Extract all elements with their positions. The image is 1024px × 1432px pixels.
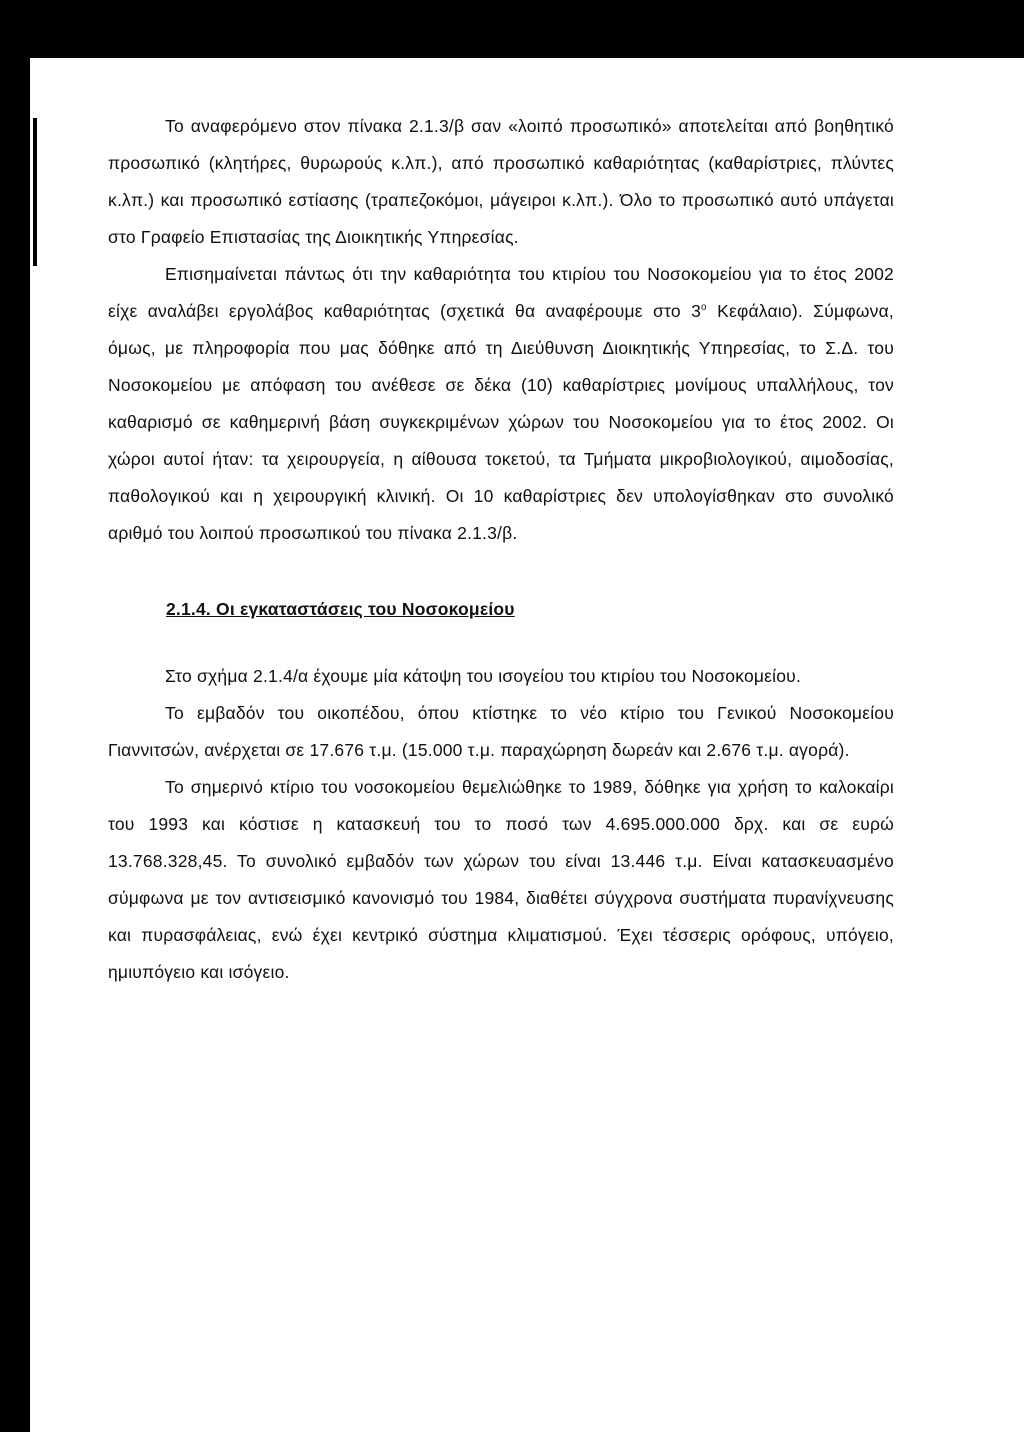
section-heading: 2.1.4. Οι εγκαταστάσεις του Νοσοκομείου <box>166 599 515 619</box>
paragraph-building-info: Το σημερινό κτίριο του νοσοκομείου θεμελιώθηκε το 1989, δόθηκε για χρήση το καλοκαίρι του 1993 και κόστισε η κατασκευή του το ποσό των 4.695.000.000 δρχ. και σε ευρώ 13.768.328,45. Το συνολικό εμβαδόν των χώρων του είναι 13.446 τ.μ. Είναι κατασκευασμένο σύμφωνα με τον αντισεισμικό κανονισμό του 1984, διαθέτει σύγχρονα συστήματα πυρανίχνευσης και πυρασφάλειας, ενώ έχει κεντρικό σύστημα κλιματισμού. Έχει τέσσερις ορόφους, υπόγειο, ημιυπόγειο και ισόγειο. <box>108 777 894 982</box>
superscript-ordinal: ο <box>701 302 707 314</box>
paragraph-floor-plan: Στο σχήμα 2.1.4/α έχουμε μία κάτοψη του ισογείου του κτιρίου του Νοσοκομείου. <box>165 666 802 686</box>
document-body <box>108 108 894 991</box>
paragraph-staff-description: Το αναφερόμενο στον πίνακα 2.1.3/β σαν «λοιπό προσωπικό» αποτελείται από βοηθητικό προσωπικό (κλητήρες, θυρωρούς κ.λπ.), από προσωπικό καθαριότητας (καθαρίστριες, πλύντες κ.λπ.) και προσωπικό εστίασης (τραπεζοκόμοι, μάγειροι κ.λπ.). Όλο το προσωπικό αυτό υπάγεται στο Γραφείο Επιστασίας της Διοικητικής Υπηρεσίας. <box>108 116 894 247</box>
paragraph-cleaning-contract-start: Επισημαίνεται πάντως ότι την καθαριότητα του κτιρίου του Νοσοκομείου για το έτος 2002 είχε αναλάβει εργολάβος καθαριότητας (σχετικά θα αναφέρουμε στο 3 <box>108 264 894 321</box>
margin-change-bar <box>33 118 37 266</box>
paragraph-plot-area: Το εμβαδόν του οικοπέδου, όπου κτίστηκε το νέο κτίριο του Γενικού Νοσοκομείου Γιαννιτσών, ανέρχεται σε 17.676 τ.μ. (15.000 τ.μ. παραχώρηση δωρεάν και 2.676 τ.μ. αγορά). <box>108 703 894 760</box>
paragraph-cleaning-contract <box>108 256 894 552</box>
paragraph-cleaning-contract-rest: Κεφάλαιο). Σύμφωνα, όμως, με πληροφορία που μας δόθηκε από τη Διεύθυνση Διοικητικής Υπηρεσίας, το Σ.Δ. του Νοσοκομείου με απόφαση του ανέθεσε σε δέκα (10) καθαρίστριες μονίμους υπαλλήλους, τον καθαρισμό σε καθημερινή βάση συγκεκριμένων χώρων του Νοσοκομείου για το έτος 2002. Οι χώροι αυτοί ήταν: τα χειρουργεία, η αίθουσα τοκετού, τα Τμήματα μικροβιολογικού, αιμοδοσίας, παθολογικού και η χειρουργική κλινική. Οι 10 καθαρίστριες δεν υπολογίσθηκαν στο συνολικό αριθμό του λοιπού προσωπικού του πίνακα 2.1.3/β. <box>108 301 894 543</box>
